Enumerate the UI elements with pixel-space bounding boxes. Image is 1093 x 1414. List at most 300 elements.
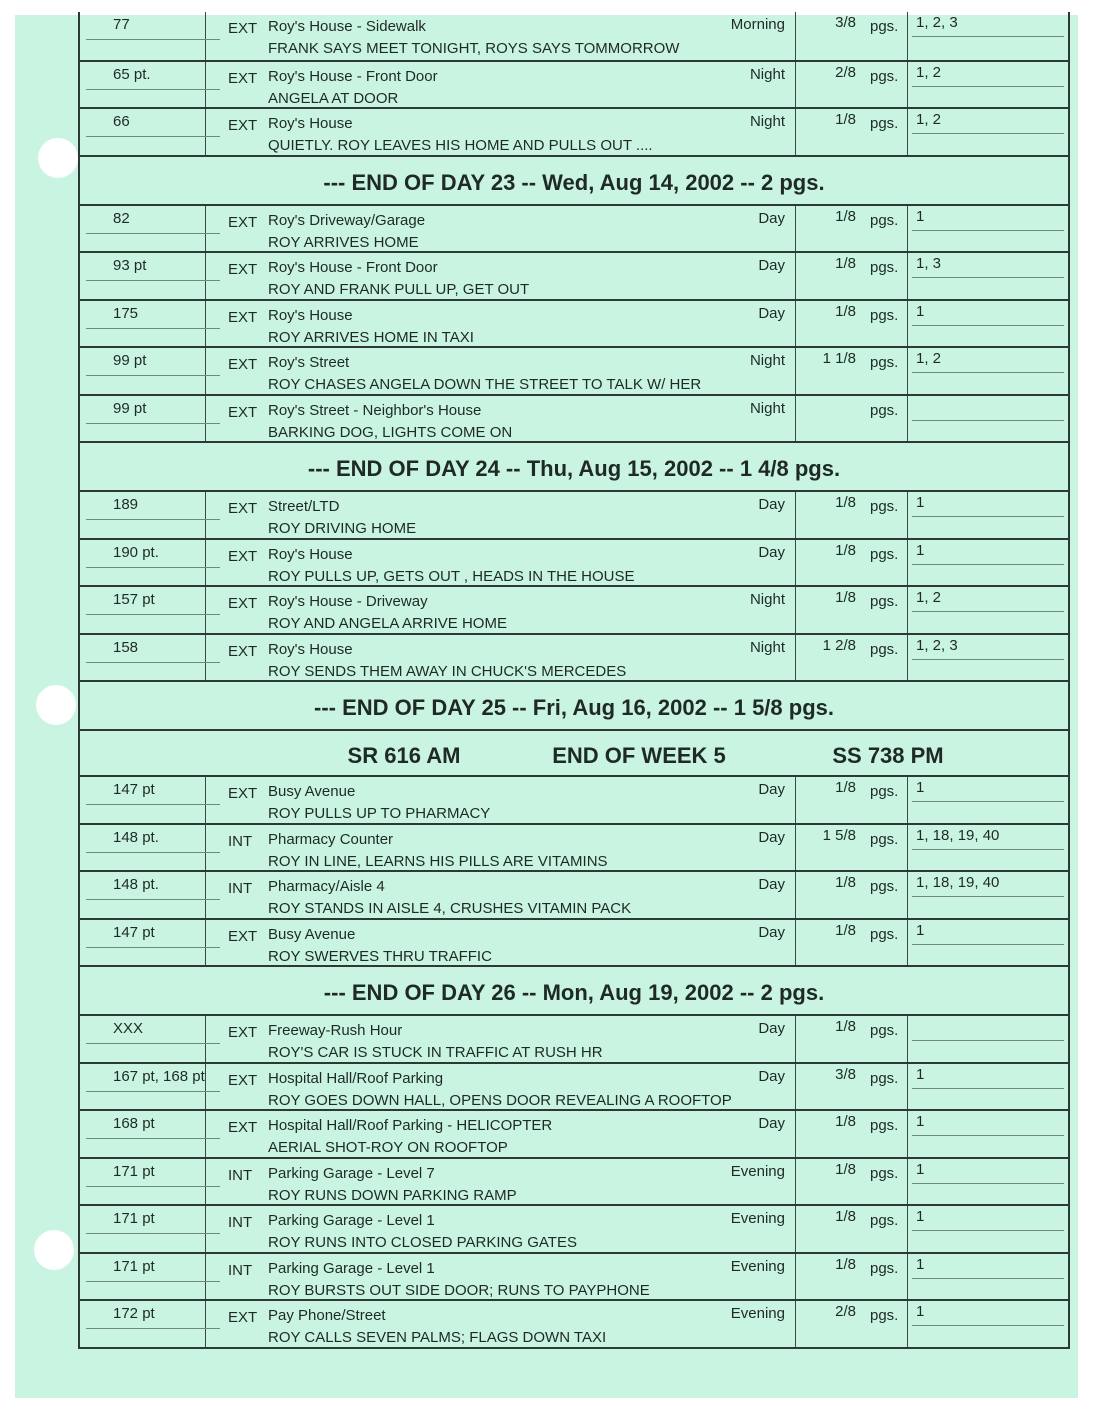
scene-strip-row [80, 918, 1068, 966]
int-ext: EXT [228, 595, 258, 612]
cast-underline [912, 36, 1064, 37]
set-name: Roy's House [268, 306, 353, 324]
scene-strip-row [80, 633, 1068, 681]
cast-underline [912, 659, 1064, 660]
cast-underline [912, 86, 1064, 87]
column-divider [907, 1206, 908, 1252]
scene-number: 171 pt [113, 1210, 155, 1227]
pages-label: pgs. [870, 1069, 899, 1087]
page-count: 1 1/8 [822, 350, 856, 367]
set-name: Busy Avenue [268, 783, 356, 800]
column-divider [907, 1159, 908, 1205]
scene-number-underline [86, 1186, 220, 1187]
scene-number: 148 pt. [113, 876, 159, 893]
column-divider [205, 1301, 206, 1347]
time-of-day: Evening [730, 1162, 785, 1180]
cast-underline [912, 1040, 1064, 1041]
scene-number-underline [86, 947, 220, 948]
column-divider [795, 635, 796, 681]
scene-strip-row [80, 1062, 1068, 1110]
scene-number-underline [86, 1091, 220, 1092]
cast-underline [912, 230, 1064, 231]
time-of-day: Morning [730, 16, 785, 33]
set-name: Roy's House - Front Door [268, 259, 438, 276]
cast-underline [912, 1135, 1064, 1136]
time-of-day: Day [758, 257, 785, 274]
scene-number-underline [86, 614, 220, 615]
scene-number-underline [86, 233, 220, 234]
column-divider [205, 587, 206, 633]
scene-description: ROY PULLS UP TO PHARMACY [268, 805, 491, 822]
scene-description: ROY CHASES ANGELA DOWN THE STREET TO TALK W/ HER [268, 376, 702, 393]
column-divider [205, 777, 206, 823]
scene-description: QUIETLY. ROY LEAVES HIS HOME AND PULLS OUT .... [268, 137, 653, 154]
scene-strip-row [80, 107, 1068, 155]
scene-description: ROY'S CAR IS STUCK IN TRAFFIC AT RUSH HR [268, 1044, 603, 1061]
set-name: Pharmacy Counter [268, 830, 394, 848]
scene-description: ROY AND ANGELA ARRIVE HOME [268, 615, 507, 632]
scene-strip-row [80, 538, 1068, 586]
pages-label: pgs. [870, 401, 899, 419]
scene-number-underline [86, 804, 220, 805]
int-ext: EXT [228, 308, 258, 326]
scene-number: XXX [113, 1020, 144, 1037]
pages-label: pgs. [870, 1022, 899, 1039]
time-of-day: Day [758, 209, 785, 227]
time-of-day: Night [749, 638, 785, 656]
scene-number-underline [86, 662, 220, 663]
cast-ids: 1 [916, 1208, 925, 1225]
scene-number: 171 pt [113, 1162, 155, 1180]
scene-number-underline [86, 136, 220, 137]
pages-label: pgs. [870, 783, 899, 800]
cast-underline [912, 420, 1064, 421]
time-of-day: Day [758, 1020, 785, 1037]
pages-label: pgs. [870, 306, 899, 324]
set-name: Parking Garage - Level 1 [268, 1212, 435, 1229]
column-divider [907, 492, 908, 538]
time-of-day: Day [758, 496, 785, 513]
cast-ids: 1 [916, 1065, 925, 1083]
page-count: 1 5/8 [822, 826, 856, 844]
time-of-day: Day [758, 543, 785, 561]
time-of-day: Day [758, 781, 785, 798]
page-count: 1/8 [835, 1113, 856, 1130]
column-divider [795, 540, 796, 586]
cast-underline [912, 801, 1064, 802]
time-of-day: Evening [730, 1257, 785, 1275]
set-name: Roy's House [268, 545, 353, 563]
column-divider [907, 1064, 908, 1110]
punch-hole [36, 685, 76, 725]
set-name: Street/LTD [268, 498, 340, 515]
int-ext: EXT [228, 1119, 258, 1136]
cast-ids: 1 [916, 302, 925, 320]
scene-description: ROY CALLS SEVEN PALMS; FLAGS DOWN TAXI [268, 1329, 607, 1346]
cast-ids: 1 [916, 1303, 925, 1320]
pages-label: pgs. [870, 18, 899, 35]
set-name: Roy's House - Sidewalk [268, 18, 426, 35]
scene-description: ROY AND FRANK PULL UP, GET OUT [268, 281, 530, 298]
time-of-day: Day [758, 923, 785, 941]
scene-number: 148 pt. [113, 828, 159, 846]
page-count: 1/8 [835, 589, 856, 606]
scene-number: 147 pt [113, 923, 155, 941]
column-divider [907, 825, 908, 871]
shooting-schedule-table [78, 12, 1070, 1349]
column-divider [907, 920, 908, 966]
int-ext: EXT [228, 1071, 258, 1089]
time-of-day: Night [749, 65, 785, 83]
column-divider [205, 1206, 206, 1252]
column-divider [907, 62, 908, 108]
scene-number: 171 pt [113, 1257, 155, 1275]
page-count: 1/8 [835, 302, 856, 320]
int-ext: EXT [228, 69, 258, 87]
cast-underline [912, 611, 1064, 612]
column-divider [907, 1254, 908, 1300]
cast-ids: 1, 2, 3 [916, 636, 958, 654]
column-divider [795, 587, 796, 633]
int-ext: INT [228, 1261, 253, 1279]
time-of-day: Day [758, 876, 785, 893]
column-divider [205, 540, 206, 586]
scene-number-underline [86, 852, 220, 853]
column-divider [907, 1111, 908, 1157]
pages-label: pgs. [870, 67, 899, 85]
pages-label: pgs. [870, 211, 899, 229]
column-divider [795, 1159, 796, 1205]
page-count: 1/8 [835, 1160, 856, 1178]
time-of-day: Night [749, 113, 785, 130]
scene-strip-row [80, 299, 1068, 347]
int-ext: INT [228, 1214, 253, 1231]
cast-underline [912, 277, 1064, 278]
set-name: Hospital Hall/Roof Parking - HELICOPTER [268, 1117, 553, 1134]
time-of-day: Evening [730, 1210, 785, 1227]
scene-number-underline [86, 567, 220, 568]
cast-underline [912, 944, 1064, 945]
scene-strip-row [80, 60, 1068, 108]
column-divider [205, 1254, 206, 1300]
column-divider [907, 109, 908, 155]
column-divider [907, 1016, 908, 1062]
cast-ids: 1, 2 [916, 63, 942, 81]
scene-strip-row [80, 775, 1068, 823]
int-ext: EXT [228, 403, 258, 421]
column-divider [907, 12, 908, 60]
column-divider [795, 1111, 796, 1157]
set-name: Busy Avenue [268, 925, 356, 943]
cast-underline [912, 849, 1064, 850]
column-divider [907, 253, 908, 299]
int-ext: EXT [228, 1024, 258, 1041]
scene-description: AERIAL SHOT-ROY ON ROOFTOP [268, 1139, 508, 1156]
scene-strip-row [80, 1252, 1068, 1300]
scene-strip-row [80, 1204, 1068, 1252]
column-divider [795, 1254, 796, 1300]
page-count: 1/8 [835, 779, 856, 796]
int-ext: EXT [228, 1309, 258, 1326]
page-count: 1/8 [835, 541, 856, 559]
pages-label: pgs. [870, 1259, 899, 1277]
set-name: Roy's Driveway/Garage [268, 211, 426, 229]
cast-ids: 1, 2 [916, 111, 942, 128]
cast-ids: 1 [916, 1160, 925, 1178]
cast-underline [912, 564, 1064, 565]
pages-label: pgs. [870, 1307, 899, 1324]
set-name: Parking Garage - Level 1 [268, 1259, 435, 1277]
scene-number: 189 [113, 496, 139, 513]
scene-description: ROY RUNS INTO CLOSED PARKING GATES [268, 1234, 577, 1251]
cast-ids: 1 [916, 921, 925, 939]
time-of-day: Evening [730, 1305, 785, 1322]
column-divider [795, 109, 796, 155]
cast-underline [912, 896, 1064, 897]
page-count: 1/8 [835, 207, 856, 225]
scene-number-underline [86, 899, 220, 900]
scene-number: 147 pt [113, 781, 155, 798]
week-end-banner [80, 729, 1068, 775]
page-count: 2/8 [835, 1303, 856, 1320]
column-divider [907, 348, 908, 394]
column-divider [907, 206, 908, 252]
column-divider [205, 1064, 206, 1110]
cast-underline [912, 325, 1064, 326]
column-divider [795, 825, 796, 871]
scene-description: ROY BURSTS OUT SIDE DOOR; RUNS TO PAYPHONE [268, 1281, 650, 1299]
scene-strip-row [80, 204, 1068, 252]
scene-description: ROY ARRIVES HOME IN TAXI [268, 328, 474, 346]
cast-underline [912, 133, 1064, 134]
set-name: Roy's House - Front Door [268, 67, 438, 85]
scene-description: ROY SENDS THEM AWAY IN CHUCK'S MERCEDES [268, 662, 627, 680]
scene-number-underline [86, 1281, 220, 1282]
scene-strip-row [80, 394, 1068, 442]
pages-label: pgs. [870, 1117, 899, 1134]
scene-description: ROY SWERVES THRU TRAFFIC [268, 947, 492, 965]
page-count: 1/8 [835, 255, 856, 272]
cast-ids: 1, 2 [916, 350, 942, 367]
scene-number-underline [86, 1138, 220, 1139]
set-name: Roy's Street - Neighbor's House [268, 401, 482, 419]
column-divider [205, 253, 206, 299]
cast-underline [912, 1183, 1064, 1184]
column-divider [205, 1016, 206, 1062]
int-ext: EXT [228, 213, 258, 231]
set-name: Roy's House - Driveway [268, 593, 428, 610]
punch-hole [34, 1230, 74, 1270]
scene-description: ROY DRIVING HOME [268, 520, 417, 537]
week-sunset: SS 738 PM [832, 743, 944, 768]
cast-ids: 1 [916, 207, 925, 225]
int-ext: EXT [228, 547, 258, 565]
int-ext: INT [228, 1166, 253, 1184]
scene-number-underline [86, 375, 220, 376]
scene-strip-row [80, 1157, 1068, 1205]
cast-ids: 1, 18, 19, 40 [916, 874, 1000, 891]
time-of-day: Night [749, 591, 785, 608]
scene-number: 175 [113, 304, 139, 322]
cast-underline [912, 1088, 1064, 1089]
pages-label: pgs. [870, 640, 899, 658]
scene-description: ANGELA AT DOOR [268, 89, 399, 107]
cast-underline [912, 516, 1064, 517]
set-name: Roy's House [268, 115, 353, 132]
column-divider [205, 1159, 206, 1205]
int-ext: EXT [228, 642, 258, 660]
scene-strip-row [80, 823, 1068, 871]
int-ext: EXT [228, 927, 258, 945]
scene-number: 66 [113, 113, 130, 130]
scene-number: 65 pt. [113, 65, 151, 83]
column-divider [205, 492, 206, 538]
scene-description: BARKING DOG, LIGHTS COME ON [268, 423, 513, 441]
page-count: 1/8 [835, 1255, 856, 1273]
scene-strip-row [80, 870, 1068, 918]
week-sunrise: SR 616 AM [347, 743, 461, 768]
cast-ids: 1 [916, 1113, 925, 1130]
column-divider [205, 396, 206, 442]
time-of-day: Day [758, 304, 785, 322]
set-name: Freeway-Rush Hour [268, 1022, 403, 1039]
scene-strip-row [80, 12, 1068, 60]
time-of-day: Day [758, 1067, 785, 1085]
pages-label: pgs. [870, 878, 899, 895]
column-divider [795, 1016, 796, 1062]
scene-number: 82 [113, 209, 130, 227]
scene-number-underline [86, 423, 220, 424]
scene-description: ROY ARRIVES HOME [268, 233, 419, 251]
column-divider [205, 635, 206, 681]
cast-underline [912, 1325, 1064, 1326]
pages-label: pgs. [870, 1164, 899, 1182]
scene-number: 167 pt, 168 pt [113, 1067, 205, 1085]
scene-number: 77 [113, 16, 130, 33]
column-divider [205, 301, 206, 347]
scene-description: ROY GOES DOWN HALL, OPENS DOOR REVEALING A ROOFTOP [268, 1091, 732, 1109]
column-divider [205, 109, 206, 155]
cast-ids: 1 [916, 1255, 925, 1273]
scene-number-underline [86, 39, 220, 40]
column-divider [205, 872, 206, 918]
scene-description: FRANK SAYS MEET TONIGHT, ROYS SAYS TOMMORROW [268, 40, 680, 57]
column-divider [795, 1301, 796, 1347]
cast-ids: 1, 2, 3 [916, 14, 958, 31]
scene-strip-row [80, 1109, 1068, 1157]
column-divider [907, 872, 908, 918]
column-divider [907, 777, 908, 823]
scene-number: 93 pt [113, 257, 147, 274]
time-of-day: Night [749, 352, 785, 369]
scene-description: ROY IN LINE, LEARNS HIS PILLS ARE VITAMINS [268, 852, 608, 870]
column-divider [795, 301, 796, 347]
page-count: 1/8 [835, 921, 856, 939]
column-divider [205, 920, 206, 966]
cast-underline [912, 372, 1064, 373]
time-of-day: Day [758, 828, 785, 846]
set-name: Roy's House [268, 640, 353, 658]
column-divider [795, 396, 796, 442]
column-divider [205, 348, 206, 394]
column-divider [907, 587, 908, 633]
cast-ids: 1 [916, 494, 925, 511]
scene-description: ROY PULLS UP, GETS OUT , HEADS IN THE HOUSE [268, 567, 635, 585]
cast-underline [912, 1230, 1064, 1231]
page-count: 1/8 [835, 1208, 856, 1225]
scene-number: 99 pt [113, 352, 147, 369]
cast-ids: 1, 18, 19, 40 [916, 826, 1000, 844]
pages-label: pgs. [870, 1212, 899, 1229]
page-count: 3/8 [835, 14, 856, 31]
cast-ids: 1, 2 [916, 589, 942, 606]
time-of-day: Night [749, 399, 785, 417]
day-end-banner: --- END OF DAY 26 -- Mon, Aug 19, 2002 -- 2 pgs. [80, 965, 1068, 1014]
column-divider [795, 206, 796, 252]
scene-strip-row [80, 251, 1068, 299]
page-count: 1/8 [835, 111, 856, 128]
set-name: Pay Phone/Street [268, 1307, 386, 1324]
int-ext: EXT [228, 117, 258, 134]
column-divider [907, 301, 908, 347]
day-end-banner: --- END OF DAY 23 -- Wed, Aug 14, 2002 -- 2 pgs. [80, 155, 1068, 204]
column-divider [795, 920, 796, 966]
scene-number-underline [86, 519, 220, 520]
cast-ids: 1, 3 [916, 255, 942, 272]
day-end-banner: --- END OF DAY 24 -- Thu, Aug 15, 2002 -- 1 4/8 pgs. [80, 441, 1068, 490]
scene-number: 172 pt [113, 1305, 155, 1322]
set-name: Roy's Street [268, 354, 350, 371]
scene-description: ROY STANDS IN AISLE 4, CRUSHES VITAMIN PACK [268, 900, 632, 917]
scene-strip-row [80, 1014, 1068, 1062]
scene-number: 99 pt [113, 399, 147, 417]
set-name: Parking Garage - Level 7 [268, 1164, 435, 1182]
scene-number-underline [86, 89, 220, 90]
page-count: 2/8 [835, 63, 856, 81]
cast-ids: 1 [916, 541, 925, 559]
int-ext: EXT [228, 261, 258, 278]
scene-number-underline [86, 1043, 220, 1044]
column-divider [205, 825, 206, 871]
cast-ids: 1 [916, 779, 925, 796]
column-divider [795, 492, 796, 538]
column-divider [795, 1206, 796, 1252]
page-count: 3/8 [835, 1065, 856, 1083]
cast-underline [912, 1278, 1064, 1279]
column-divider [795, 12, 796, 60]
int-ext: INT [228, 832, 253, 850]
scene-description: ROY RUNS DOWN PARKING RAMP [268, 1186, 517, 1204]
int-ext: EXT [228, 785, 258, 802]
pages-label: pgs. [870, 830, 899, 848]
scene-number: 168 pt [113, 1115, 155, 1132]
column-divider [907, 1301, 908, 1347]
scene-strip-row [80, 490, 1068, 538]
int-ext: EXT [228, 20, 258, 37]
scene-number-underline [86, 280, 220, 281]
pages-label: pgs. [870, 115, 899, 132]
pages-label: pgs. [870, 593, 899, 610]
pages-label: pgs. [870, 545, 899, 563]
day-end-banner: --- END OF DAY 25 -- Fri, Aug 16, 2002 -- 1 5/8 pgs. [80, 680, 1068, 729]
column-divider [907, 540, 908, 586]
time-of-day: Day [758, 1115, 785, 1132]
scene-number-underline [86, 328, 220, 329]
scene-strip-row [80, 346, 1068, 394]
column-divider [907, 635, 908, 681]
scene-number-underline [86, 1328, 220, 1329]
punch-hole [38, 138, 78, 178]
